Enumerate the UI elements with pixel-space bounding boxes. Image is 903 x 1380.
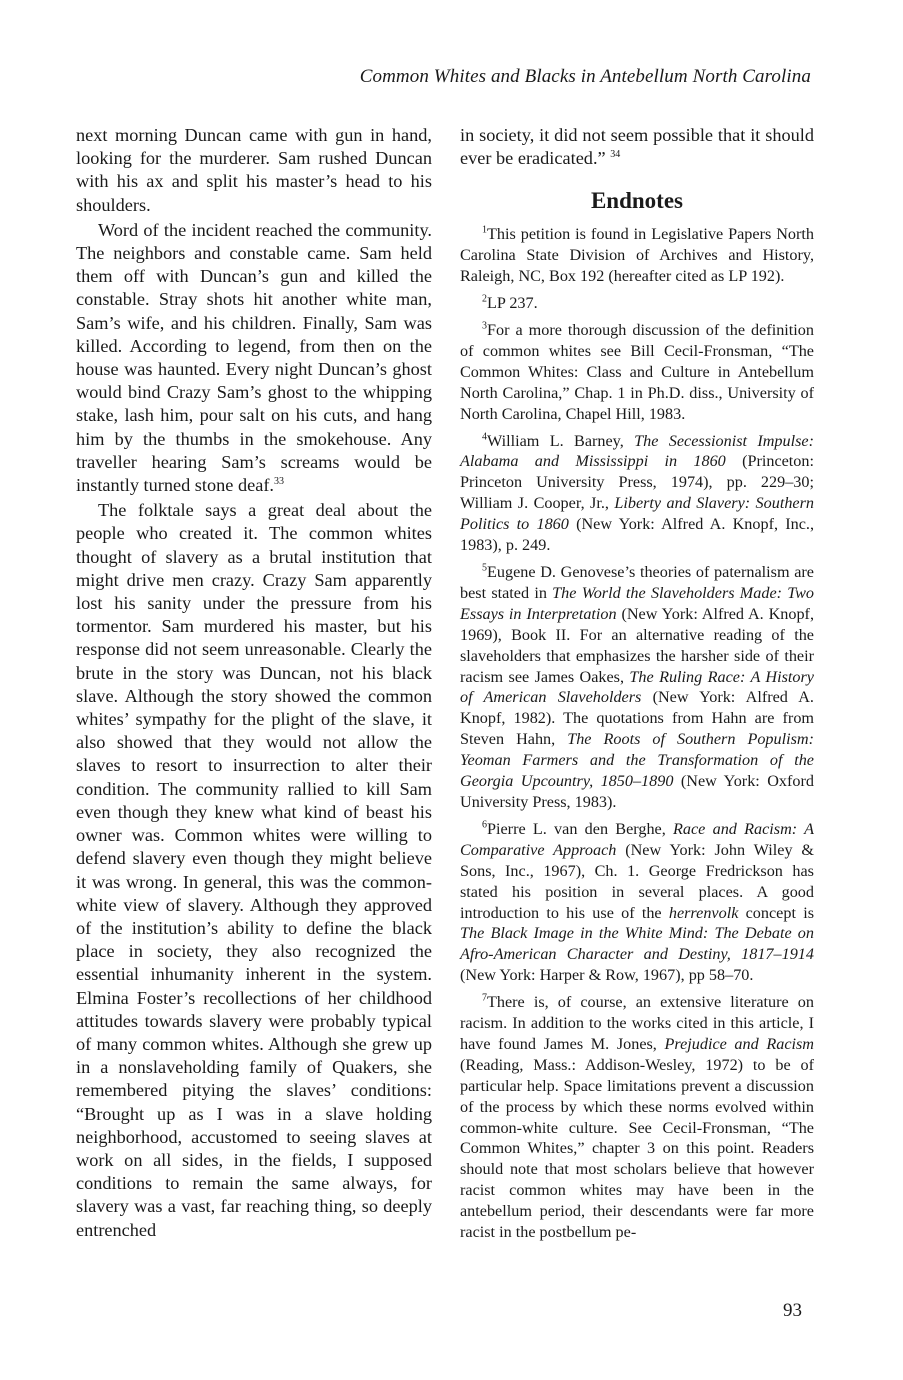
right-column xyxy=(460,124,814,1249)
endnotes-list xyxy=(460,224,814,1243)
endnote-title: Liberty and Slavery: Southern Politics to 1860 xyxy=(460,494,815,534)
endnote xyxy=(460,819,814,986)
endnote-title: The World the Slaveholders Made: Two Essays in Interpretation xyxy=(460,583,814,623)
note-reference: 34 xyxy=(610,149,621,161)
endnote-number: 4 xyxy=(482,431,487,443)
endnote-text: This petition is found in Legislative Papers North Carolina State Division of Archives and History, Raleigh, NC, Box 192 (hereafter cited as LP 192). xyxy=(460,225,814,286)
endnote-number: 1 xyxy=(482,225,487,237)
left-column xyxy=(76,124,432,1242)
body-paragraph: next morning Duncan came with gun in hand, looking for the murderer. Sam rushed Duncan with his ax and split his master’s head to his shoulders. xyxy=(76,125,432,215)
endnote xyxy=(460,992,814,1243)
endnote-text: (New York: Alfred A. Knopf, 1969), Book II. For an alternative reading of the slaveholders that emphasizes the harsher side of their racism see James Oakes, xyxy=(460,604,814,686)
endnote-title: The Black Image in the White Mind: The Debate on Afro-American Character and Destiny, 1817–1914 xyxy=(460,924,814,964)
endnote-text: William L. Barney, xyxy=(487,431,635,450)
endnote xyxy=(460,431,814,556)
endnote-title: Prejudice and Racism xyxy=(664,1034,814,1053)
endnote-text: (New York: John Wiley & Sons, Inc., 1967), Ch. 1. George Fredrickson has stated his position in several places. A good introduction to his use of the xyxy=(460,840,815,922)
endnote-number: 6 xyxy=(482,819,487,831)
endnote-number: 5 xyxy=(482,562,487,574)
body-paragraph: The folktale says a great deal about the people who created it. The common whites thought of slavery as a brutal institution that might drive men crazy. Crazy Sam apparently lost his sanity under the pressure from his tormentor. Sam murdered his master, but his response did not seem unreasonable. Clearly the brute in the story was Duncan, not his black slave. Although the story showed the common whites’ sympathy for the plight of the slave, it also showed that they would not allow the slaves to resort to insurrection to alter their condition. The community rallied to kill Sam even though they knew what kind of beast his owner was. Common whites were willing to defend slavery even though they might believe it was wrong. In general, this was the common-white view of slavery. Although they approved of the institution’s ability to define the black place in society, they also recognized the essential inhumanity inherent in the system. Elmina Foster’s recollections of her childhood attitudes towards slavery were probably typical of many common whites. Although she grew up in a nonslaveholding family of Quakers, she remembered pitying the slaves’ conditions: “Brought up as I was in a slave holding neighborhood, accustomed to seeing slaves at work on all sides, in the fields, I supposed conditions to remain the same always, for slavery was a vast, far reaching thing, so deeply entrenched xyxy=(76,500,432,1240)
endnotes-heading: Endnotes xyxy=(590,188,684,214)
endnote-text: concept is xyxy=(738,903,814,922)
endnote-text: LP 237. xyxy=(487,294,538,313)
running-head: Common Whites and Blacks in Antebellum North Carolina xyxy=(359,66,811,87)
endnote xyxy=(460,320,814,425)
endnote xyxy=(460,224,814,287)
endnote-text: (New York: Oxford University Press, 1983). xyxy=(460,772,814,811)
note-reference: 33 xyxy=(274,475,284,487)
body-paragraph: in society, it did not seem possible that it should ever be eradicated.” $^{34}$ xyxy=(460,125,814,169)
endnote-title: The Secessionist Impulse: Alabama and Mississippi in 1860 xyxy=(460,431,814,471)
endnote-title: Race and Racism: A Comparative Approach xyxy=(460,819,814,859)
endnote xyxy=(460,293,814,314)
endnote-title: The Roots of Southern Populism: Yeoman Farmers and the Transformation of the Georgia Upcountry, 1850–1890 xyxy=(460,730,814,791)
endnote-text: (New York: Alfred A. Knopf, Inc., 1983), p. 249. xyxy=(460,515,815,555)
endnote-text: (Princeton: Princeton University Press, 1974), pp. 229–30; William J. Cooper, Jr., xyxy=(460,452,814,513)
endnote-title: The Ruling Race: A History of American Slaveholders xyxy=(460,667,814,707)
endnote-number: 3 xyxy=(482,320,487,332)
endnote-text: (New York: Harper & Row, 1967), pp 58–70. xyxy=(460,966,754,985)
endnote-text: Eugene D. Genovese’s theories of paternalism are best stated in xyxy=(460,563,814,602)
page-number: 93 xyxy=(783,1300,802,1321)
endnote xyxy=(460,562,814,813)
endnote-text: There is, of course, an extensive literature on racism. In addition to the works cited in this article, I have found James M. Jones, xyxy=(460,993,814,1053)
endnote-number: 7 xyxy=(482,992,487,1004)
endnote-text: For a more thorough discussion of the definition of common whites see Bill Cecil-Fronsman, “The Common Whites: Class and Culture in Antebellum North Carolina,” Chap. 1 in Ph.D. diss., University of North Carolina, Chapel Hill, 1983. xyxy=(460,321,814,423)
endnote-number: 2 xyxy=(482,293,487,305)
endnote-text: (New York: Alfred A. Knopf, 1982). The quotations from Hahn are from Steven Hahn, xyxy=(460,688,814,749)
endnote-text: Pierre L. van den Berghe, xyxy=(487,819,674,838)
body-paragraph: Word of the incident reached the community. The neighbors and constable came. Sam held them off with Duncan’s gun and killed the constable. Stray shots hit another white man, Sam’s wife, and his children. Finally, Sam was killed. According to legend, from then on the house was haunted. Every night Duncan’s ghost would bind Crazy Sam’s ghost to the whipping stake, lash him, pour salt on his cuts, and hang him by the thumbs in the smokehouse. Any traveller hearing Sam’s screams would be instantly turned stone deaf.$^{33}$ xyxy=(76,219,432,496)
endnote-title: herrenvolk xyxy=(668,903,739,922)
endnote-text: (Reading, Mass.: Addison-Wesley, 1972) to be of particular help. Space limitations prevent a discussion of the process by which these norms evolved within common-white culture. See Cecil-Fronsman, “The Common Whites,” chapter 3 on this point. Readers should note that most scholars believe that however racist common whites may have been in the antebellum period, their descendants were far more racist in the postbellum pe- xyxy=(460,1055,814,1242)
